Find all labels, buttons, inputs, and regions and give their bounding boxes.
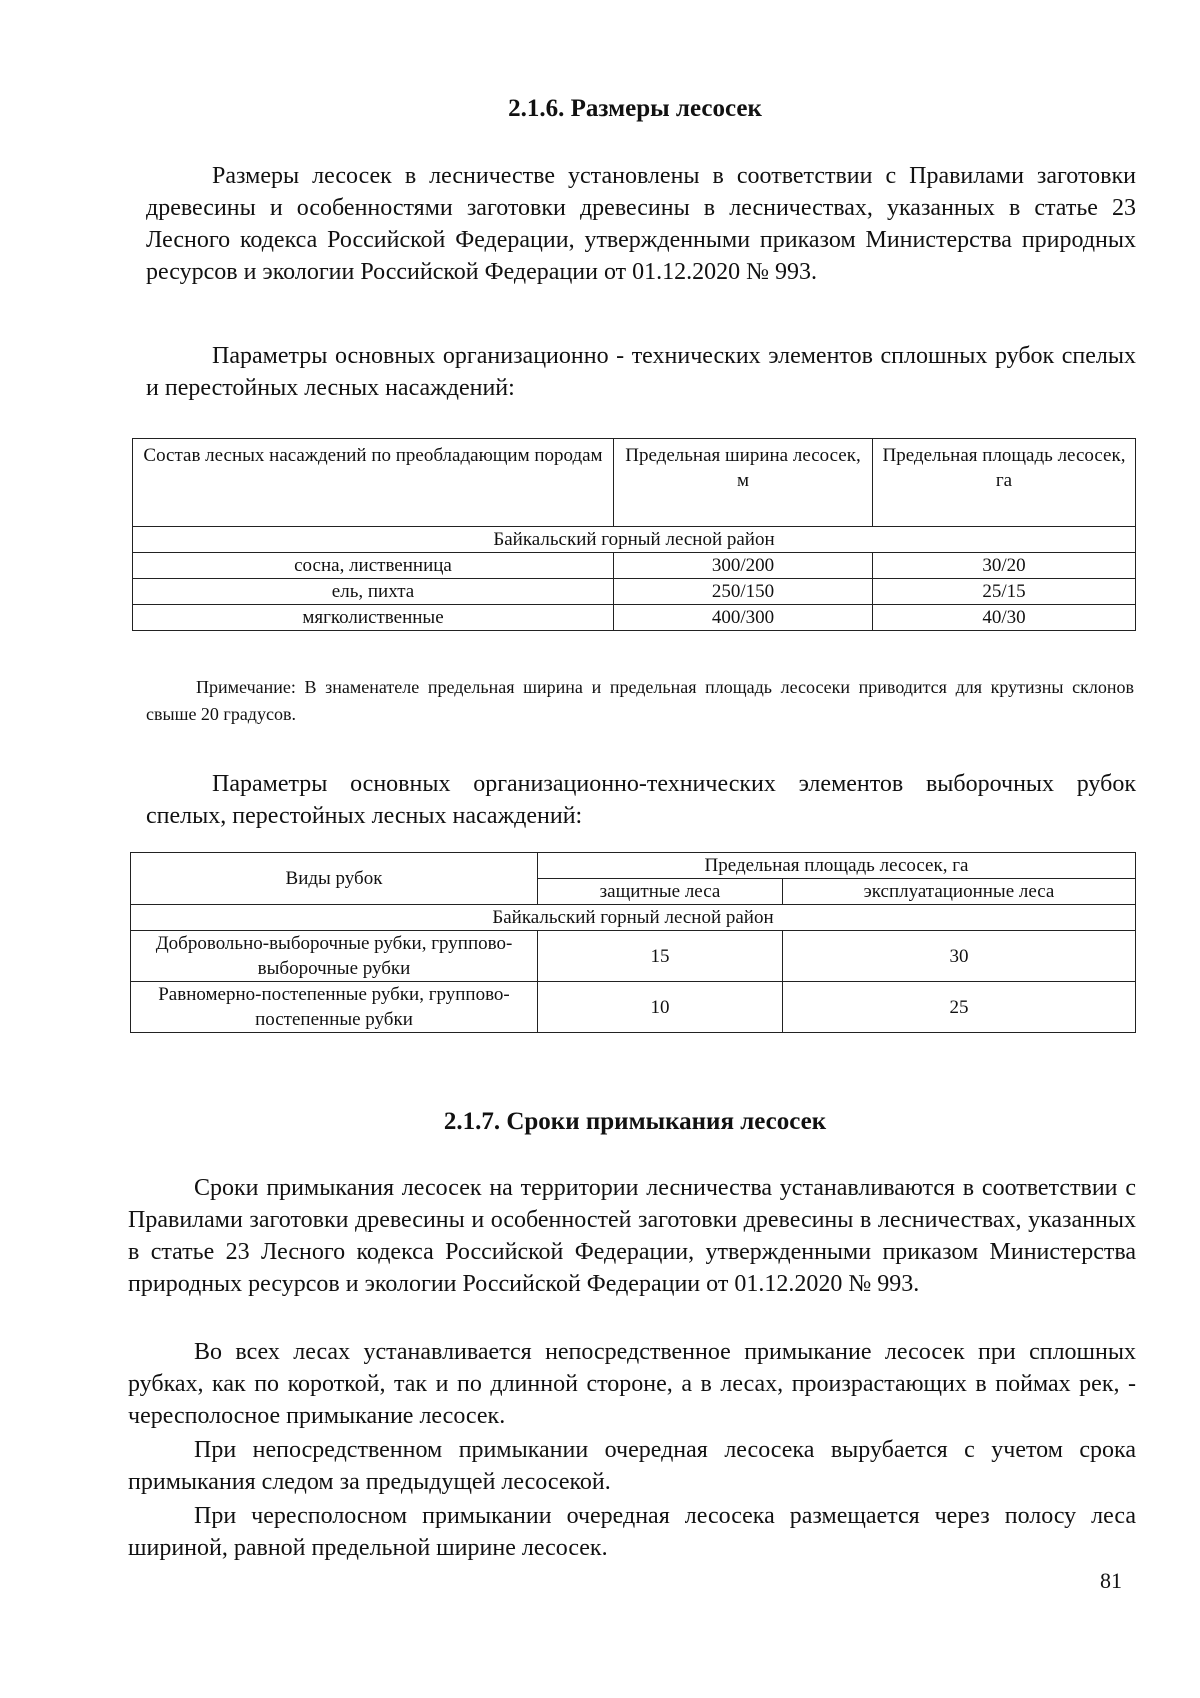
table-row (133, 605, 1136, 631)
table-cell: 10 (538, 982, 783, 1033)
table-header-width: Предельная ширина лесосек, м (614, 439, 873, 527)
table-row (131, 982, 1136, 1033)
table-cell: 30/20 (873, 553, 1136, 579)
table-cell: 25 (783, 982, 1136, 1033)
table-cell: сосна, лиственница (133, 553, 614, 579)
table-note: Примечание: В знаменателе предельная ширина и предельная площадь лесосеки приводится для крутизны склонов свыше 20 градусов. (146, 677, 1134, 724)
paragraph-alternate-adjacency: При чересполосном примыкании очередная лесосека размещается через полосу леса шириной, равной предельной ширине лесосек. (128, 1503, 1136, 1561)
table-cell: ель, пихта (133, 579, 614, 605)
table-cell: 30 (783, 931, 1136, 982)
table-row (133, 553, 1136, 579)
table-subheader-exploitable: эксплуатационные леса (783, 879, 1136, 905)
page-number: 81 (1100, 1568, 1122, 1593)
paragraph-selective-params: Параметры основных организационно-технических элементов выборочных рубок спелых, перестойных лесных насаждений: (146, 771, 1136, 829)
table-row (133, 579, 1136, 605)
paragraph-adjacency-types: Во всех лесах устанавливается непосредственное примыкание лесосек при сплошных рубках, как по короткой, так и по длинной стороне, а в лесах, произрастающих в поймах рек, - чересполосное примыкание лесосек. (128, 1339, 1136, 1429)
table-cell: 40/30 (873, 605, 1136, 631)
table-cell: 25/15 (873, 579, 1136, 605)
table-cell: 300/200 (614, 553, 873, 579)
table-cell: мягколиственные (133, 605, 614, 631)
clearcut-params-table (132, 438, 1136, 631)
table-row (131, 931, 1136, 982)
table-cell: 250/150 (614, 579, 873, 605)
paragraph-clearcut-params: Параметры основных организационно - технических элементов сплошных рубок спелых и перестойных лесных насаждений: (146, 343, 1136, 401)
paragraph-direct-adjacency: При непосредственном примыкании очередная лесосека вырубается с учетом срока примыкания следом за предыдущей лесосекой. (128, 1437, 1136, 1495)
paragraph-adjacency-rules: Сроки примыкания лесосек на территории лесничества устанавливаются в соответствии с Правилами заготовки древесины и особенностей заготовки древесины в лесничествах, указанных в статье 23 Лесного кодекса Российской Федерации, утвержденными приказом Министерства природных ресурсов и экологии Российской Федерации от 01.12.2020 № 993. (128, 1175, 1136, 1297)
table-region-row: Байкальский горный лесной район (131, 905, 1136, 931)
paragraph-lot-sizes-rules: Размеры лесосек в лесничестве установлены в соответствии с Правилами заготовки древесины и особенностями заготовки древесины в лесничествах, указанных в статье 23 Лесного кодекса Российской Федерации, утвержденными приказом Министерства природных ресурсов и экологии Российской Федерации от 01.12.2020 № 993. (146, 163, 1136, 285)
section-heading-adjacency: 2.1.7. Сроки примыкания лесосек (443, 1108, 827, 1135)
table-cell: Добровольно-выборочные рубки, группово-выборочные рубки (131, 931, 538, 982)
section-heading-lot-sizes: 2.1.6. Размеры лесосек (508, 95, 762, 122)
table-header-max-area: Предельная площадь лесосек, га (538, 853, 1136, 879)
table-region-row: Байкальский горный лесной район (133, 527, 1136, 553)
selective-params-table (130, 852, 1136, 1033)
table-header-area: Предельная площадь лесосек, га (873, 439, 1136, 527)
table-cell: Равномерно-постепенные рубки, группово-постепенные рубки (131, 982, 538, 1033)
table-subheader-protective: защитные леса (538, 879, 783, 905)
table-cell: 400/300 (614, 605, 873, 631)
table-header-composition: Состав лесных насаждений по преобладающим породам (133, 439, 614, 527)
table-cell: 15 (538, 931, 783, 982)
table-header-cut-types: Виды рубок (131, 853, 538, 905)
